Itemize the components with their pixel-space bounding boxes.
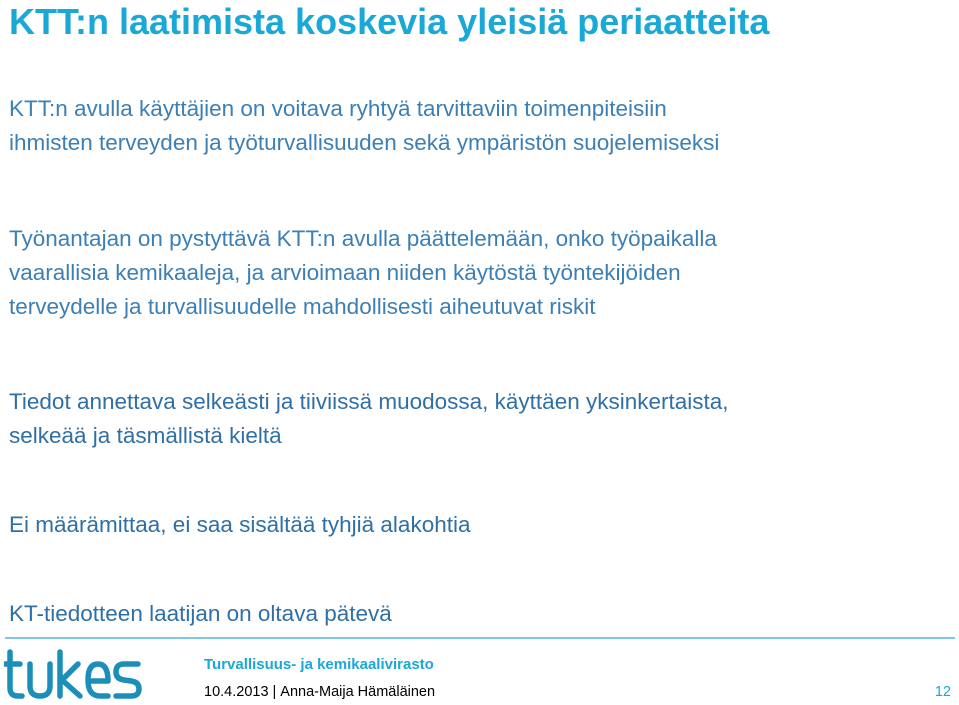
tukes-logo (4, 648, 144, 700)
paragraph-line: KT-tiedotteen laatijan on oltava pätevä (9, 601, 392, 626)
slide-date: 10.4.2013 (204, 684, 269, 700)
slide-title: KTT:n laatimista koskevia yleisiä periaatteita (9, 1, 770, 42)
paragraph-line: Tiedot annettava selkeästi ja tiiviissä muodossa, käyttäen yksinkertaista, (9, 389, 729, 414)
paragraph-line: Ei määrämittaa, ei saa sisältää tyhjiä alakohtia (9, 512, 471, 537)
page-number: 12 (934, 684, 951, 700)
footer-divider (5, 637, 955, 639)
paragraph-purpose (9, 92, 719, 160)
paragraph-line: Työnantajan on pystyttävä KTT:n avulla päättelemään, onko työpaikalla (9, 226, 717, 251)
paragraph-employer (9, 222, 717, 324)
paragraph-line: ihmisten terveyden ja työturvallisuuden sekä ympäristön suojelemiseksi (9, 130, 720, 155)
paragraph-line: KTT:n avulla käyttäjien on voitava ryhtyä tarvittaviin toimenpiteisiin (9, 96, 667, 121)
slide-author: Anna-Maija Hämäläinen (280, 684, 436, 700)
paragraph-line: selkeää ja täsmällistä kieltä (9, 423, 282, 448)
paragraph-clarity (9, 385, 729, 453)
paragraph-line: vaarallisia kemikaaleja, ja arvioimaan niiden käytöstä työntekijöiden (9, 260, 681, 285)
footer-meta (204, 684, 435, 700)
organization-name: Turvallisuus- ja kemikaalivirasto (204, 656, 434, 673)
paragraph-length (9, 508, 470, 542)
paragraph-line: terveydelle ja turvallisuudelle mahdollisesti aiheutuvat riskit (9, 294, 596, 319)
footer-separator: | (272, 684, 277, 700)
paragraph-competence (9, 597, 392, 631)
